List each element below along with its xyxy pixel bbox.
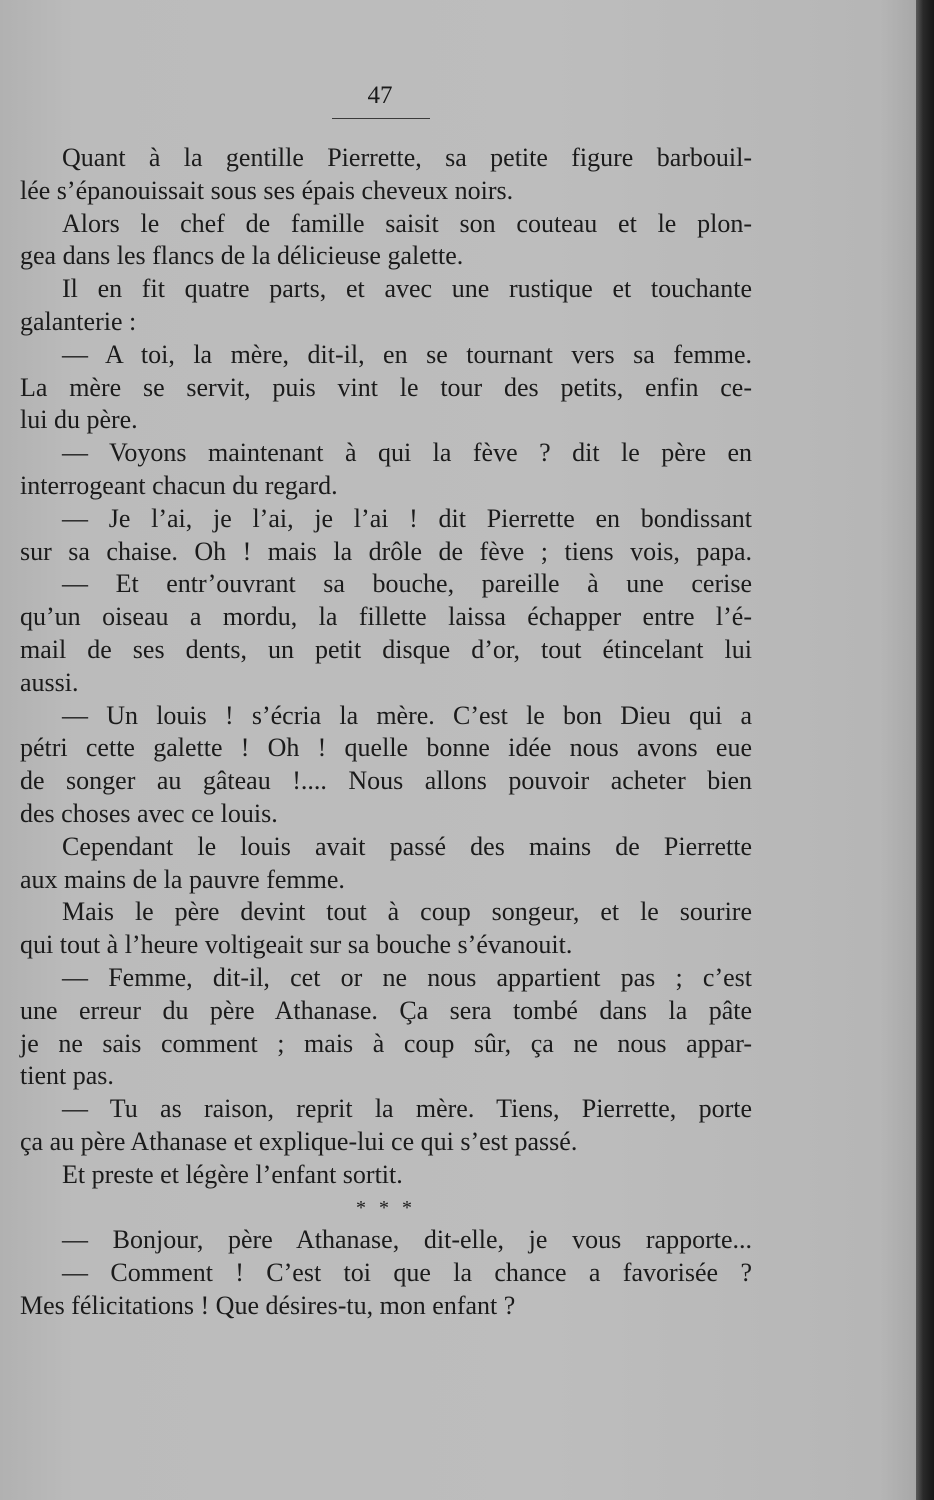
text-line: Il en fit quatre parts, et avec une rustique et touchante [62,274,752,304]
text-line: Cependant le louis avait passé des mains de Pierrette [62,831,752,861]
text-line: pétri cette galette ! Oh ! quelle bonne idée nous avons eue [20,733,752,763]
text-line: gea dans les flancs de la délicieuse galette. [20,241,464,271]
text-line: aussi. [20,667,79,697]
text-line: sur sa chaise. Oh ! mais la drôle de fève ; tiens vois, papa. [20,536,752,566]
section-ornament: * * * [356,1196,416,1219]
text-line: — Un louis ! s’écria la mère. C’est le bon Dieu qui a [62,700,752,730]
text-line: — Comment ! C’est toi que la chance a favorisée ? [62,1258,752,1288]
text-line: — Et entr’ouvrant sa bouche, pareille à une cerise [62,569,752,599]
text-line: Alors le chef de famille saisit son couteau et le plon- [62,208,752,238]
text-line: galanterie : [20,306,137,336]
text-line: mail de ses dents, un petit disque d’or, tout étincelant lui [20,634,752,664]
text-line: qu’un oiseau a mordu, la fillette laissa échapper entre l’é- [20,602,752,632]
text-line: La mère se servit, puis vint le tour des petits, enfin ce- [20,372,752,402]
page-header [0,82,760,122]
page-number: 47 [367,82,393,109]
text-line: — Tu as raison, reprit la mère. Tiens, Pierrette, porte [62,1094,752,1124]
text-line: Mes félicitations ! Que désires-tu, mon enfant ? [20,1290,516,1320]
page-edge-shadow [916,0,934,1500]
text-line: — Bonjour, père Athanase, dit-elle, je vous rapporte... [62,1225,752,1255]
text-line: de songer au gâteau !.... Nous allons pouvoir acheter bien [20,766,752,796]
header-rule [332,118,430,119]
text-line: — A toi, la mère, dit-il, en se tournant vers sa femme. [62,339,752,369]
text-line: qui tout à l’heure voltigeait sur sa bouche s’évanouit. [20,930,573,960]
text-line: des choses avec ce louis. [20,798,278,828]
text-line: Mais le père devint tout à coup songeur, et le sourire [62,897,752,927]
text-line: aux mains de la pauvre femme. [20,864,345,894]
text-line: lée s’épanouissait sous ses épais cheveux noirs. [20,175,514,205]
text-line: — Je l’ai, je l’ai, je l’ai ! dit Pierrette en bondissant [62,503,752,533]
text-line: interrogeant chacun du regard. [20,470,338,500]
text-line: je ne sais comment ; mais à coup sûr, ça ne nous appar- [20,1028,752,1058]
text-line: Quant à la gentille Pierrette, sa petite figure barbouil- [62,143,752,172]
text-line: — Femme, dit-il, cet or ne nous appartient pas ; c’est [62,962,752,992]
text-line: une erreur du père Athanase. Ça sera tombé dans la pâte [20,995,752,1025]
text-line: Et preste et légère l’enfant sortit. [62,1159,403,1189]
text-line: — Voyons maintenant à qui la fève ? dit le père en [62,438,752,468]
body-text [20,142,752,1323]
text-line: ça au père Athanase et explique-lui ce qui s’est passé. [20,1126,578,1156]
text-line: tient pas. [20,1061,114,1091]
text-line: lui du père. [20,405,138,435]
